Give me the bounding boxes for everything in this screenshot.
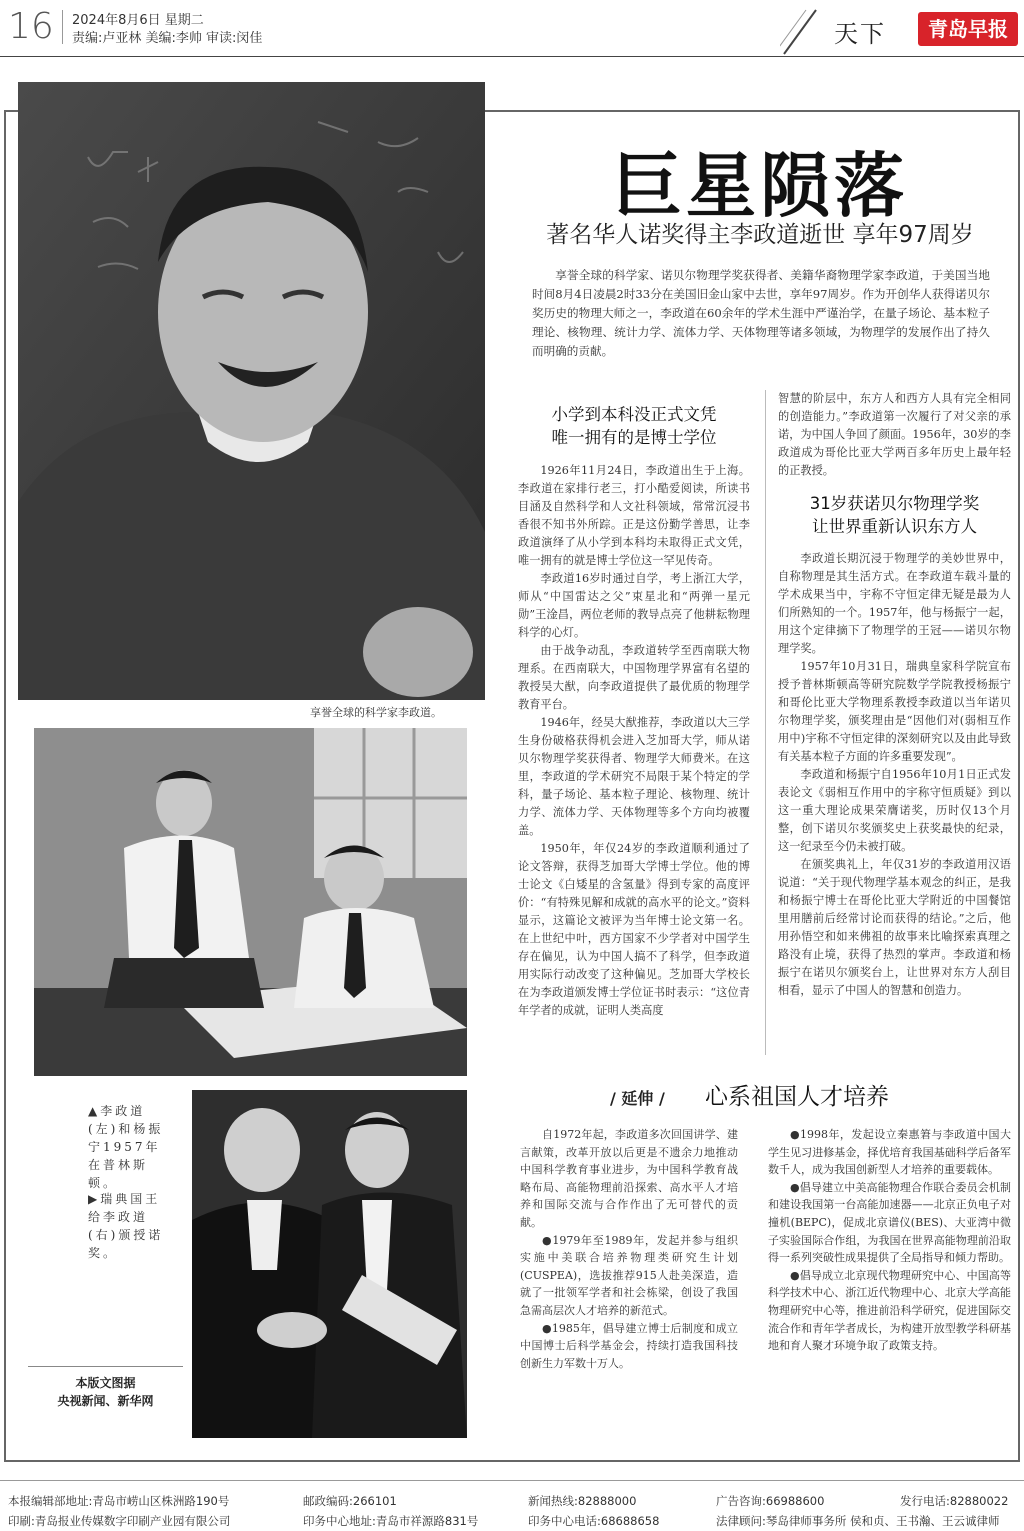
extension-title: 心系祖国人才培养 [705,1084,889,1110]
lee-yang-1957-photo [34,728,467,1076]
section1-body [518,462,750,1020]
section1-paragraph: 1926年11月24日，李政道出生于上海。李政道在家排行老三，打小酷爱阅读，所读书目涵及自然科学和人文社科领域，常常沉浸书香很不知书外所踪。正是这份勤学善思，让李政道演绎了从小学到本科均未取得正式文凭，唯一拥有的就是博士学位这一罕见传奇。 [518,464,750,567]
footer-print-phone: 印务中心电话:68688658 [528,1514,660,1528]
continuation-text: 智慧的阶层中，东方人和西方人具有完全相同的创造能力。”李政道第一次履行了对父亲的承诺，为中国人争回了颜面。1956年，30岁的李政道成为哥伦比亚大学两百多年历史上最年轻的正教授。 [778,392,1011,477]
footer-print-address: 印务中心地址:青岛市祥源路831号 [303,1514,479,1528]
footer-address: 本报编辑部地址:青岛市崂山区株洲路190号 [8,1494,230,1508]
subheadline: 著名华人诺奖得主李政道逝世 享年97周岁 [546,222,974,248]
extension-paragraph: 自1972年起，李政道多次回国讲学、建言献策，改革开放以后更是不遗余力地推动中国科学教育事业进步，为中国科学教育战略布局、高能物理前沿探索、高水平人才培养和国际交流与合作作出了无可替代的贡献。 [520,1128,738,1229]
section1-title: 小学到本科没正式文凭 唯一拥有的是博士学位 [551,405,717,447]
footer-postcode: 邮政编码:266101 [303,1494,397,1508]
photo-caption-nobel: ▶瑞典国王给李政道(右)颁授诺奖。 [88,1192,164,1260]
header-rule [0,56,1024,57]
photo-caption-lee-yang: ▲李政道(左)和杨振宁1957年在普林斯顿。 [88,1104,164,1190]
footer-ad-phone: 广告咨询:66988600 [716,1494,825,1508]
extension-right-column [768,1126,1011,1355]
extension-paragraph: ●倡导建立中美高能物理合作联合委员会机制和建设我国第一台高能加速器——北京正负电子对撞机(BEPC)，促成北京谱仪(BES)、大亚湾中微子实验国际合作组，为我国在世界高能物理前沿取得一系列突破性成果提供了全局指导和倾力帮助。 [768,1180,1011,1265]
nobel-award-photo [192,1090,467,1438]
section2-paragraph: 李政道和杨振宁自1956年10月1日正式发表论文《弱相互作用中的宇称守恒质疑》到以这一重大理论成果荣膺诺奖，历时仅13个月整，创下诺贝尔奖颁奖史上获奖最快的纪录，这一纪录至今仍未被打破。 [778,768,1011,853]
editor-credits: 责编:卢亚林 美编:李帅 审读:闵佳 [72,31,263,46]
section1-paragraph: 1946年，经吴大猷推荐，李政道以大三学生身份破格获得机会进入芝加哥大学，师从诺贝尔物理学奖获得者、物理学大师费米。在这里，李政道的学术研究不局限于某个特定的学科，量子场论、基本粒子理论、核物理、统计力学、流体力学、天体物理等多个方向均被覆盖。 [518,716,750,837]
section2-paragraph: 李政道长期沉浸于物理学的美妙世界中，自称物理是其生活方式。在李政道车载斗量的学术成果当中，宇称不守恒定律无疑是最为人们所熟知的一个。1957年，他与杨振宁一起，用这个定律摘下了物理学的王冠——诺贝尔物理学奖。 [778,552,1011,655]
footer-distribution-phone: 发行电话:82880022 [900,1494,1009,1508]
extension-paragraph: ●1985年，倡导建立博士后制度和成立中国博士后科学基金会，持续打造我国科技创新生力军数十万人。 [520,1321,738,1370]
extension-paragraph: ●1998年，发起设立秦惠䇹与李政道中国大学生见习进修基金，择优培育我国基础科学后备军数千人，成为我国创新型人才培养的重要载体。 [768,1128,1011,1177]
section1-paragraph: 由于战争动乱，李政道转学至西南联大物理系。在西南联大，中国物理学界富有名望的教授吴大猷，向李政道提供了最优质的物理学教育平台。 [518,644,750,711]
page-number: 16 [8,6,54,47]
section2-title: 31岁获诺贝尔物理学奖 让世界重新认识东方人 [809,494,980,536]
lead-text: 享誉全球的科学家、诺贝尔物理学奖获得者、美籍华裔物理学家李政道，于美国当地时间8月4日凌晨2时33分在美国旧金山家中去世，享年97周岁。作为开创华人获得诺贝尔奖历史的物理大师之一，李政道在60余年的学术生涯中严谨治学，在量子场论、基本粒子理论、核物理、统计力学、流体力学、天体物理等诸多领域，为物理学的发展作出了持久而明确的贡献。 [532,268,990,358]
section-name: 天下 [834,20,886,48]
section2-paragraph: 在颁奖典礼上，年仅31岁的李政道用汉语说道：“关于现代物理学基本观念的纠正，是我和杨振宁博士在哥伦比亚大学附近的中国餐馆里用膳前后经常讨论而获得的结论。”之后，他用孙悟空和如来佛祖的故事来比喻探索真理之路没有止境，获得了热烈的掌声。李政道和杨振宁在诺贝尔颁奖台上，让世界对东方人刮目相看，显示了中国人的智慧和创造力。 [778,858,1011,997]
section1-paragraph: 李政道16岁时通过自学，考上浙江大学，师从“中国雷达之父”束星北和“两弹一星元勋”王淦昌，两位老师的教导点亮了他耕耘物理科学的心灯。 [518,572,750,639]
column3-continuation [778,390,1011,480]
extension-label: / 延伸 / [610,1089,665,1108]
extension-left-column [520,1126,738,1372]
main-photo-caption: 享誉全球的科学家李政道。 [310,706,442,719]
section2-body [778,550,1011,1000]
header-slash-decoration [780,8,820,56]
photo-credit: 本版文图据 央视新闻、新华网 [57,1376,154,1408]
extension-paragraph: ●1979年至1989年，发起并参与组织实施中美联合培养物理类研究生计划(CUSPEA)，选拔推荐915人赴美深造，造就了一批领军学者和社会栋梁，创设了我国急需高层次人才培养的新范式。 [520,1233,738,1317]
column-divider [765,390,766,1055]
headline: 巨星陨落 [612,145,908,227]
main-portrait-photo [18,82,485,700]
issue-date: 2024年8月6日 星期二 [72,13,204,28]
footer-legal-advisor: 法律顾问:琴岛律师事务所 侯和贞、王书瀚、王云诚律师 [716,1514,1000,1528]
extension-paragraph: ●倡导成立北京现代物理研究中心、中国高等科学技术中心、浙江近代物理中心、北京大学高能物理研究中心等，推进前沿科学研究，促进国际交流合作和青年学者成长，为构建开放型教学科研基地和育人聚才环境争取了政策支持。 [768,1268,1011,1353]
footer-news-hotline: 新闻热线:82888000 [528,1494,637,1508]
section1-paragraph: 1950年，年仅24岁的李政道顺利通过了论文答辩，获得芝加哥大学博士学位。他的博士论文《白矮星的含氢量》得到专家的高度评价：“有特殊见解和成就的高水平的论文。”资料显示，这篇论文被评为当年博士论文第一名。在上世纪中叶，西方国家不少学者对中国学生存在偏见，认为中国人搞不了科学，但李政道用实际行动改变了这种偏见。芝加哥大学校长在为李政道颁发博士学位证书时表示：“这位青年学者的成就，证明人类高度 [518,842,750,1017]
lead-paragraph [532,266,990,361]
header-separator [62,10,63,44]
footer-printer: 印刷:青岛报业传媒数字印刷产业园有限公司 [8,1514,231,1528]
footer-rule [0,1480,1024,1481]
section2-paragraph: 1957年10月31日，瑞典皇家科学院宣布授予普林斯顿高等研究院数学学院教授杨振宁和哥伦比亚大学物理系教授李政道以当年诺贝尔物理学奖，颁奖理由是“因他们对(弱相互作用中)宇称不守恒定律的深刻研究以及由此导致有关基本粒子方面的许多重要发现”。 [778,660,1011,763]
newspaper-logo: 青岛早报 [918,12,1018,46]
